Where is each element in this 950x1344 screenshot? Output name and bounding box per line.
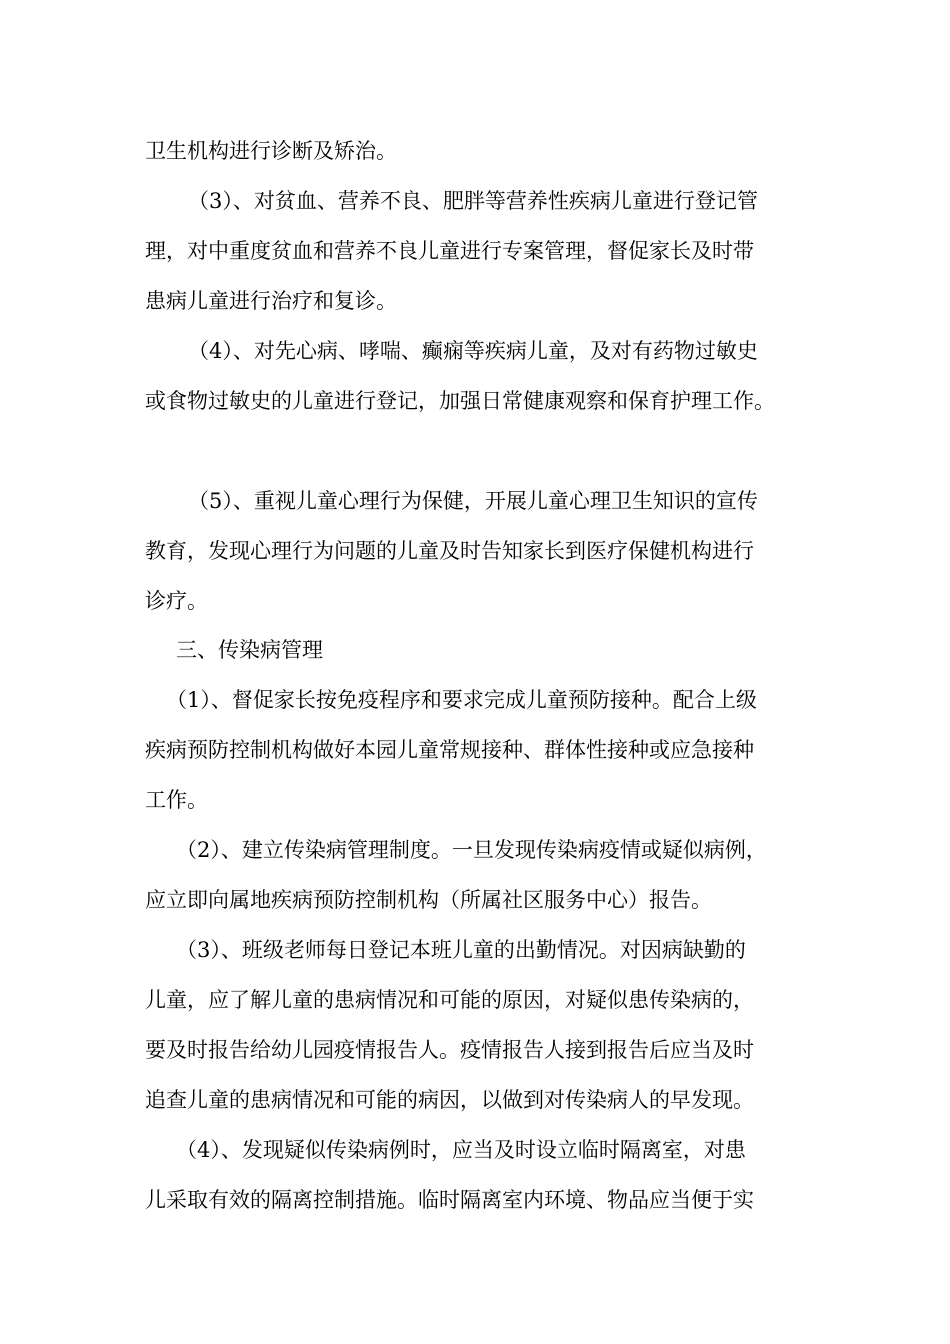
text-line: （1）、督促家长按免疫程序和要求完成儿童预防接种。配合上级 [166, 688, 757, 712]
section-heading: 三、传染病管理 [176, 638, 323, 662]
text-line: 儿采取有效的隔离控制措施。临时隔离室内环境、物品应当便于实 [145, 1188, 754, 1212]
text-line: （3）、班级老师每日登记本班儿童的出勤情况。对因病缺勤的 [176, 938, 746, 962]
text-line: （3）、对贫血、营养不良、肥胖等营养性疾病儿童进行登记管 [188, 189, 758, 213]
text-line: （4）、发现疑似传染病例时，应当及时设立临时隔离室，对患 [176, 1138, 746, 1162]
text-line: 诊疗。 [145, 589, 208, 613]
text-line: （2）、建立传染病管理制度。一旦发现传染病疫情或疑似病例， [176, 838, 767, 862]
text-line: 教育，发现心理行为问题的儿童及时告知家长到医疗保健机构进行 [145, 539, 754, 563]
text-line: 要及时报告给幼儿园疫情报告人。疫情报告人接到报告后应当及时 [145, 1038, 754, 1062]
text-line: 儿童，应了解儿童的患病情况和可能的原因，对疑似患传染病的， [145, 988, 754, 1012]
text-line: 追查儿童的患病情况和可能的病因，以做到对传染病人的早发现。 [145, 1088, 754, 1112]
text-line: 应立即向属地疾病预防控制机构（所属社区服务中心）报告。 [145, 888, 712, 912]
text-line: （4）、对先心病、哮喘、癫痫等疾病儿童，及对有药物过敏史 [188, 339, 758, 363]
text-line: 卫生机构进行诊断及矫治。 [145, 139, 397, 163]
text-line: 疾病预防控制机构做好本园儿童常规接种、群体性接种或应急接种 [145, 738, 754, 762]
text-line: 患病儿童进行治疗和复诊。 [145, 289, 397, 313]
text-line: 工作。 [145, 788, 208, 812]
text-line: 理，对中重度贫血和营养不良儿童进行专案管理，督促家长及时带 [145, 239, 754, 263]
text-line: 或食物过敏史的儿童进行登记，加强日常健康观察和保育护理工作。 [145, 389, 775, 413]
text-line: （5）、重视儿童心理行为保健，开展儿童心理卫生知识的宣传 [188, 489, 758, 513]
